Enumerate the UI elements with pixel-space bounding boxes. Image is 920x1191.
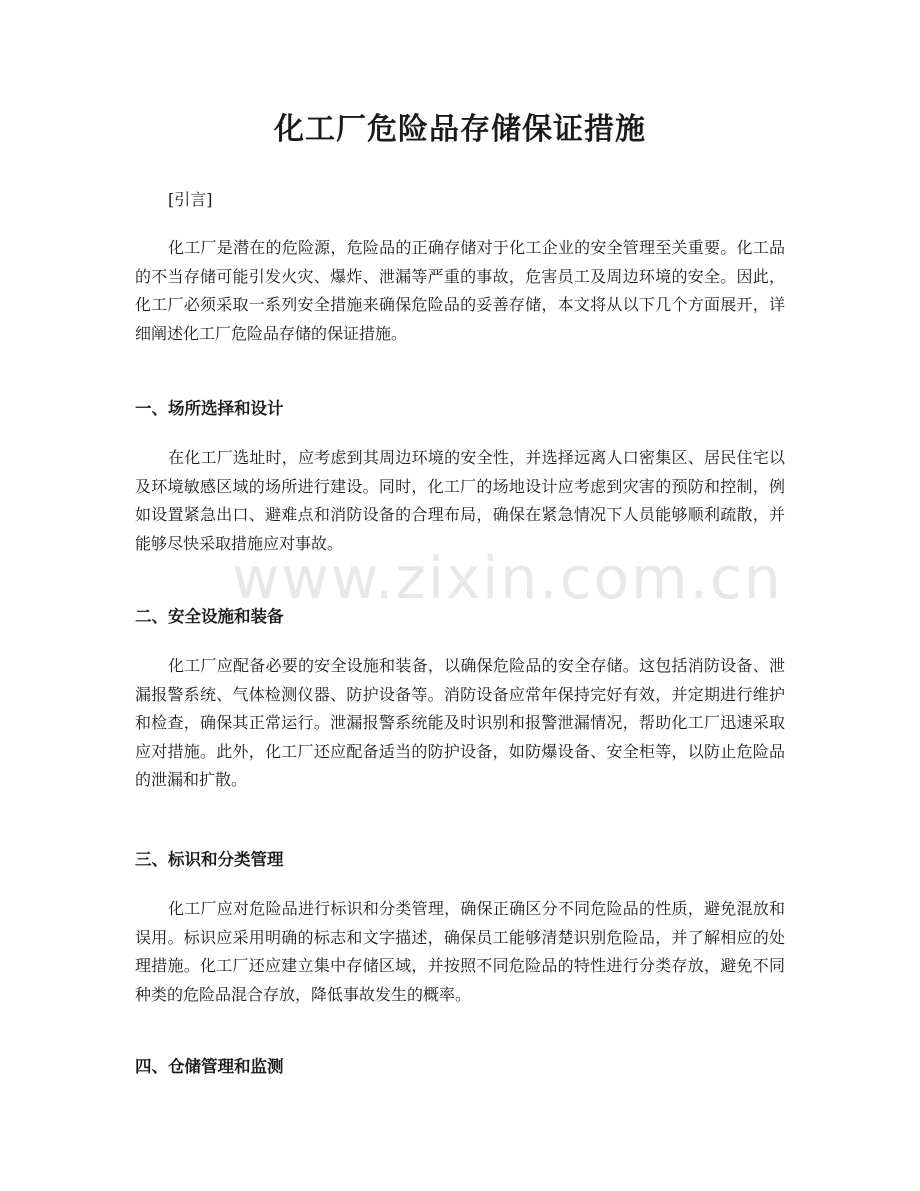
intro-paragraph: 化工厂是潜在的危险源，危险品的正确存储对于化工企业的安全管理至关重要。化工品的不当存储可能引发火灾、爆炸、泄漏等严重的事故，危害员工及周边环境的安全。因此，化工厂必须采取一系列安全措施来确保危险品的妥善存储，本文将从以下几个方面展开，详细阐述化工厂危险品存储的保证措施。	[135, 238, 785, 343]
document-title: 化工厂危险品存储保证措施	[274, 112, 646, 147]
watermark: www.zixin.com.cn	[232, 544, 783, 612]
intro-label: [引言]	[168, 190, 213, 209]
section-heading-4: 四、仓储管理和监测	[135, 1057, 284, 1076]
section-heading-1: 一、场所选择和设计	[135, 399, 284, 418]
section-paragraph-1: 在化工厂选址时，应考虑到其周边环境的安全性，并选择远离人口密集区、居民住宅以及环境敏感区域的场所进行建设。同时，化工厂的场地设计应考虑到灾害的预防和控制，例如设置紧急出口、避难点和消防设备的合理布局，确保在紧急情况下人员能够顺利疏散，并能够尽快采取措施应对事故。	[135, 448, 785, 553]
section-heading-2: 二、安全设施和装备	[135, 607, 284, 626]
section-paragraph-3: 化工厂应对危险品进行标识和分类管理，确保正确区分不同危险品的性质，避免混放和误用。标识应采用明确的标志和文字描述，确保员工能够清楚识别危险品，并了解相应的处理措施。化工厂还应建立集中存储区域，并按照不同危险品的特性进行分类存放，避免不同种类的危险品混合存放，降低事故发生的概率。	[135, 899, 785, 1004]
section-paragraph-2: 化工厂应配备必要的安全设施和装备，以确保危险品的安全存储。这包括消防设备、泄漏报警系统、气体检测仪器、防护设备等。消防设备应常年保持完好有效，并定期进行维护和检查，确保其正常运行。泄漏报警系统能及时识别和报警泄漏情况，帮助化工厂迅速采取应对措施。此外，化工厂还应配备适当的防护设备，如防爆设备、安全柜等，以防止危险品的泄漏和扩散。	[135, 656, 785, 789]
section-heading-3: 三、标识和分类管理	[135, 850, 284, 869]
